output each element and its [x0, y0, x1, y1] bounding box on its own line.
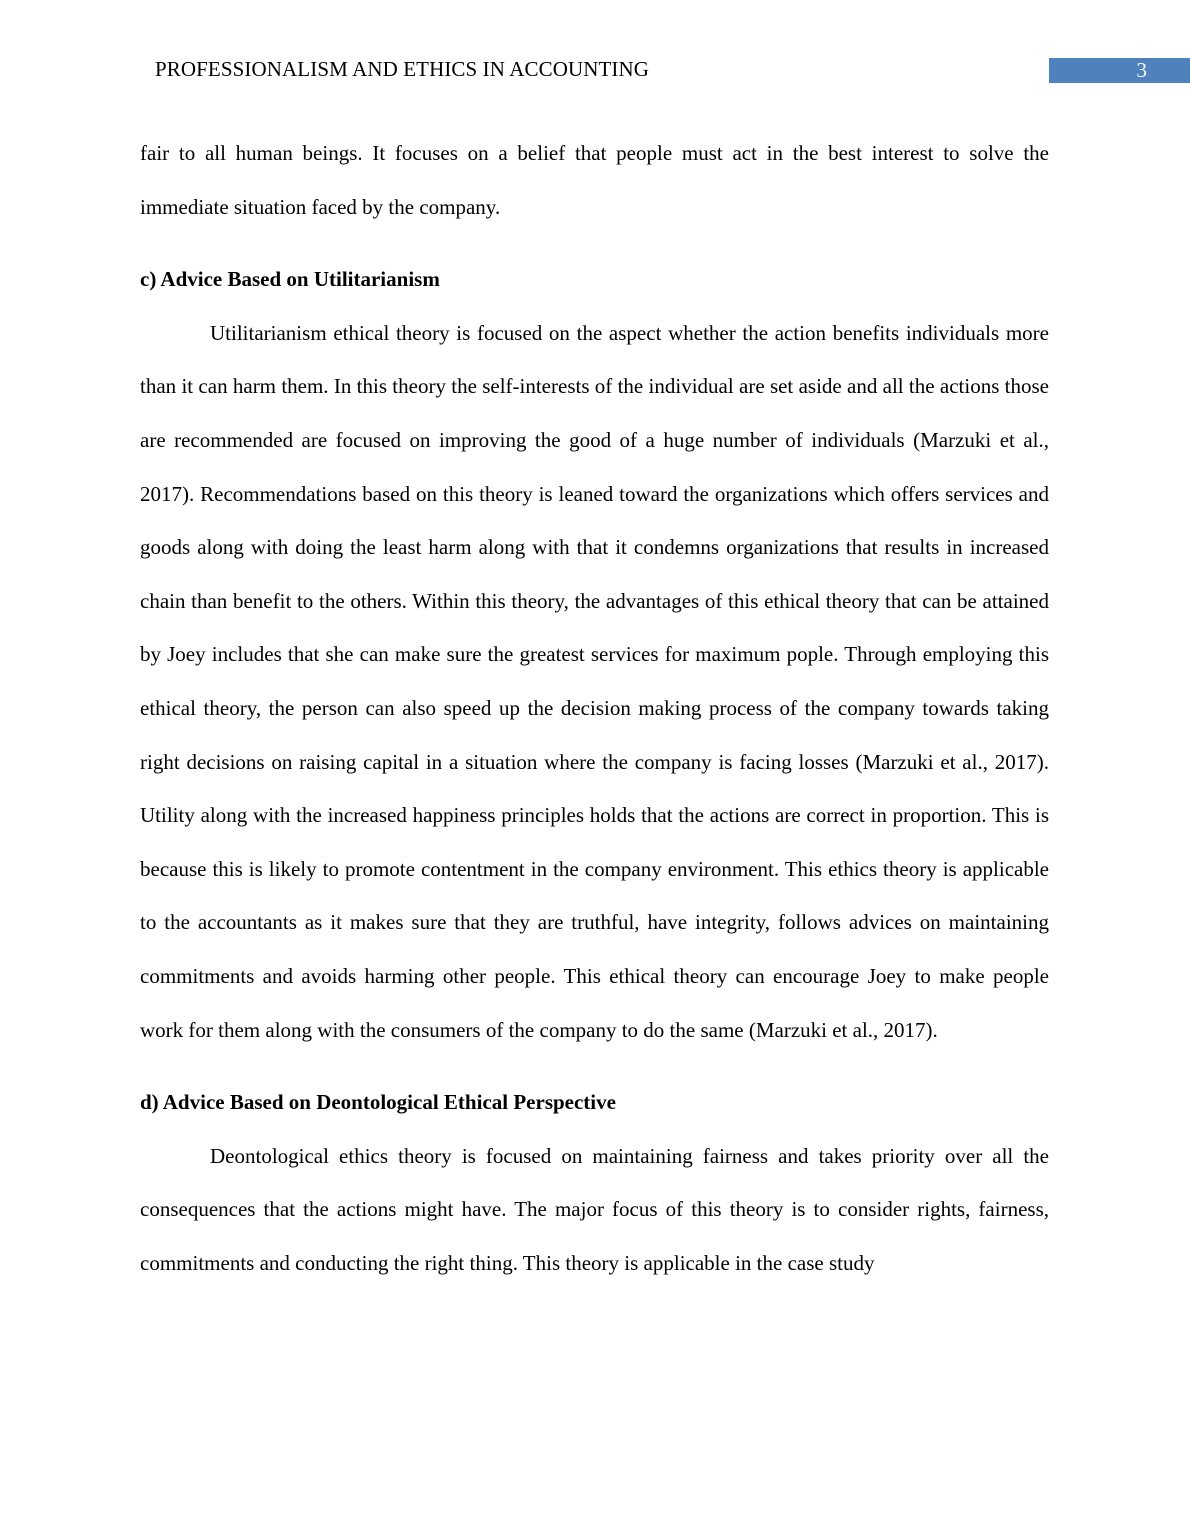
utilitarianism-paragraph: Utilitarianism ethical theory is focused on the aspect whether the action benefits individuals more than it can harm them. In this theory the self-interests of the individual are set aside and all the actions those are recommended are focused on improving the good of a huge number of individuals (Marzuki et al., 2017). Recommendations based on this theory is leaned toward the organizations which offers services and goods along with doing the least harm along with that it condemns organizations that results in increased chain than benefit to the others. Within this theory, the advantages of this ethical theory that can be attained by Joey includes that she can make sure the greatest services for maximum pople. Through employing this ethical theory, the person can also speed up the decision making process of the company towards taking right decisions on raising capital in a situation where the company is facing losses (Marzuki et al., 2017). Utility along with the increased happiness principles holds that the actions are correct in proportion. This is because this is likely to promote contentment in the company environment. This ethics theory is applicable to the accountants as it makes sure that they are truthful, have integrity, follows advices on maintaining commitments and avoids harming other people. This ethical theory can encourage Joey to make people work for them along with the consumers of the company to do the same (Marzuki et al., 2017). — [140, 320, 1049, 1042]
document-body — [140, 127, 1049, 1290]
running-header-title: PROFESSIONALISM AND ETHICS IN ACCOUNTING — [155, 57, 650, 81]
continued-paragraph: fair to all human beings. It focuses on a belief that people must act in the best interest to solve the immediate situation faced by the company. — [140, 141, 1049, 219]
section-heading-utilitarianism: c) Advice Based on Utilitarianism — [140, 267, 440, 292]
section-heading-deontological: d) Advice Based on Deontological Ethical Perspective — [140, 1090, 616, 1115]
deontological-paragraph: Deontological ethics theory is focused on maintaining fairness and takes priority over all the consequences that the actions might have. The major focus of this theory is to consider rights, fairness, commitments and conducting the right thing. This theory is applicable in the case study — [140, 1143, 1049, 1275]
page-number-badge — [1049, 58, 1190, 83]
page-number: 3 — [1136, 58, 1147, 82]
